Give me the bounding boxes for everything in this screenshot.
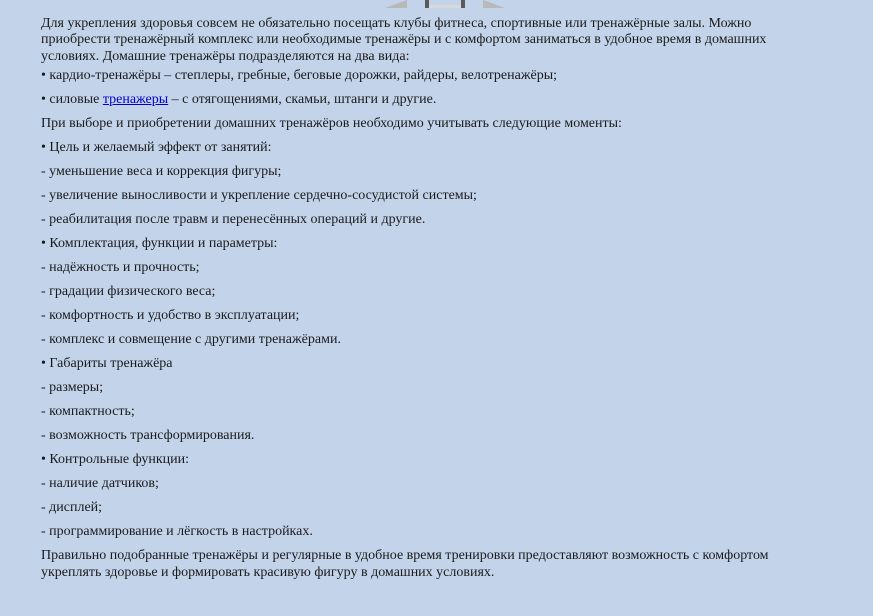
list-item: - градации физического веса; bbox=[41, 284, 216, 300]
power-suffix: – с отягощениями, скамьи, штанги и другие. bbox=[168, 92, 437, 108]
list-item-cardio: • кардио-тренажёры – степлеры, гребные, беговые дорожки, райдеры, велотренажёры; bbox=[41, 68, 558, 84]
list-item: - программирование и лёгкость в настройках. bbox=[41, 524, 313, 540]
article-body bbox=[41, 16, 821, 581]
list-item: • Комплектация, функции и параметры: bbox=[41, 236, 278, 252]
decorative-arrows-icon bbox=[385, 0, 505, 8]
list-item: - увеличение выносливости и укрепление сердечно-сосудистой системы; bbox=[41, 188, 477, 204]
article-intro: Для укрепления здоровья совсем не обязательно посещать клубы фитнеса, спортивные или тренажёрные залы. Можно приобрести тренажёрный комплекс или необходимые тренажёры и с комфортом заниматься в удобное время в домашних условиях. Домашние тренажёры подразделяются на два вида: bbox=[41, 16, 767, 64]
list-item: - дисплей; bbox=[41, 500, 103, 516]
list-item: - реабилитация после травм и перенесённых операций и другие. bbox=[41, 212, 426, 228]
list-item: • Контрольные функции: bbox=[41, 452, 190, 468]
list-item: - комфортность и удобство в эксплуатации; bbox=[41, 308, 300, 324]
list-item: - наличие датчиков; bbox=[41, 476, 159, 492]
list-item: - размеры; bbox=[41, 380, 104, 396]
list-item: - надёжность и прочность; bbox=[41, 260, 200, 276]
list-item: • Цель и желаемый эффект от занятий: bbox=[41, 140, 272, 156]
list-item: - возможность трансформирования. bbox=[41, 428, 255, 444]
top-decoration bbox=[385, 0, 505, 8]
power-prefix: • силовые bbox=[41, 92, 103, 108]
list-item: При выборе и приобретении домашних тренажёров необходимо учитывать следующие моменты: bbox=[41, 116, 622, 132]
trenazhery-link[interactable]: тренажеры bbox=[102, 92, 169, 108]
list-item: - компактность; bbox=[41, 404, 135, 420]
list-item: - комплекс и совмещение с другими тренажёрами. bbox=[41, 332, 341, 348]
list-item: - уменьшение веса и коррекция фигуры; bbox=[41, 164, 282, 180]
list-item: • Габариты тренажёра bbox=[41, 356, 173, 372]
list-item-power bbox=[41, 92, 821, 116]
article-outro: Правильно подобранные тренажёры и регулярные в удобное время тренировки предоставляют возможность с комфортом укреплять здоровье и формировать красивую фигуру в домашних условиях. bbox=[41, 548, 769, 580]
